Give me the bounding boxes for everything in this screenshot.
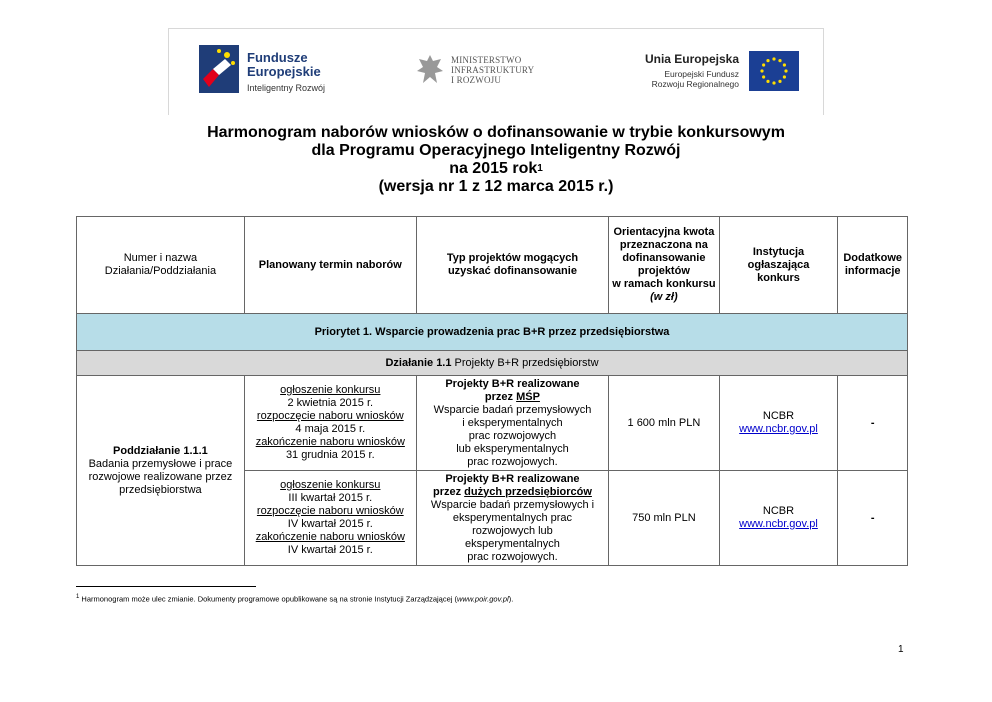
- footnote-separator: [76, 586, 256, 587]
- typ-line: rozwojowych lub: [472, 524, 553, 537]
- ncbr-link[interactable]: www.ncbr.gov.pl: [739, 518, 818, 530]
- typ-line: Wsparcie badań przemysłowych i: [430, 498, 595, 511]
- termin-label: rozpoczęcie naboru wniosków: [256, 410, 404, 422]
- termin-label: zakończenie naboru wniosków: [255, 436, 405, 448]
- footnote-text-end: ).: [508, 594, 514, 604]
- fundusze-europejskie-logo-icon: [199, 45, 239, 93]
- typ-heading-2: [485, 391, 540, 403]
- dodatkowe-cell: -: [838, 376, 908, 471]
- title-line-4: (wersja nr 1 z 12 marca 2015 r.): [378, 178, 614, 195]
- header-dodatkowe: [838, 217, 908, 314]
- eu-sub: [629, 69, 739, 89]
- eagle-emblem-icon: [415, 53, 445, 87]
- instytucja-cell: [719, 376, 838, 471]
- termin-value: IV kwartał 2015 r.: [287, 518, 373, 530]
- typ-line: prac rozwojowych.: [467, 550, 558, 563]
- typ-line: prac rozwojowych: [468, 429, 557, 442]
- typ-cell: [416, 471, 608, 566]
- header-kwota-c: dofinansowanie: [622, 252, 706, 264]
- dzialanie-number: Działanie 1.1: [385, 356, 452, 369]
- dzialanie-row: [77, 351, 908, 376]
- ncbr-link[interactable]: www.ncbr.gov.pl: [739, 423, 818, 435]
- termin-value: 31 grudnia 2015 r.: [285, 449, 375, 461]
- schedule-table: [76, 216, 908, 566]
- typ-line: lub eksperymentalnych: [456, 442, 569, 455]
- header-numer-b: Działania/Poddziałania: [104, 265, 217, 277]
- termin-label: ogłoszenie konkursu: [280, 384, 381, 396]
- poddzialanie-number: Poddziałanie 1.1.1: [113, 444, 208, 457]
- ministry-line-3: I ROZWOJU: [451, 75, 502, 85]
- kwota-cell: 1 600 mln PLN: [609, 376, 720, 471]
- instytucja-name: NCBR: [762, 410, 795, 422]
- header-inst-b: ogłaszająca: [747, 258, 810, 271]
- footnote: [76, 594, 513, 604]
- header-kwota-a: Orientacyjna kwota: [613, 226, 715, 238]
- page-number: 1: [898, 644, 904, 655]
- fe-logo-text: [247, 51, 325, 95]
- header-kwota-b: przeznaczona na: [619, 239, 708, 251]
- instytucja-cell: [719, 471, 838, 566]
- termin-label: zakończenie naboru wniosków: [255, 531, 405, 543]
- title-line-2: dla Programu Operacyjnego Inteligentny Rozwój: [311, 142, 681, 159]
- priority-label: Priorytet 1. Wsparcie prowadzenia prac B+R przez przedsiębiorstwa: [77, 314, 908, 351]
- title-line-1: Harmonogram naborów wniosków o dofinansowanie w trybie konkursowym: [207, 124, 785, 141]
- logo-strip: [168, 28, 824, 115]
- ministry-logo-text: [451, 55, 534, 85]
- header-numer-a: Numer i nazwa: [123, 252, 198, 264]
- termin-cell: [244, 471, 416, 566]
- eu-logo-text: [629, 53, 739, 89]
- header-inst-a: Instytucja: [752, 245, 805, 258]
- header-kwota-e: w ramach konkursu: [612, 278, 716, 290]
- typ-cell: [416, 376, 608, 471]
- table-header-row: [77, 217, 908, 314]
- header-dod-b: informacje: [844, 265, 901, 277]
- dzialanie-name: Projekty B+R przedsiębiorstw: [451, 356, 599, 369]
- typ-heading-prefix: przez: [484, 390, 517, 403]
- priority-row: [77, 314, 908, 351]
- termin-value: IV kwartał 2015 r.: [287, 544, 373, 556]
- header-typ-b: uzyskać dofinansowanie: [447, 265, 577, 277]
- header-numer: [77, 217, 245, 314]
- termin-label: ogłoszenie konkursu: [280, 479, 381, 491]
- table-row: [77, 376, 908, 471]
- instytucja-name: NCBR: [762, 505, 795, 517]
- fe-title-1: Fundusze: [247, 50, 308, 65]
- header-kwota: [609, 217, 720, 314]
- header-kwota-d: projektów: [637, 265, 690, 277]
- termin-cell: [244, 376, 416, 471]
- typ-heading-2: [433, 486, 592, 498]
- kwota-cell: 750 mln PLN: [609, 471, 720, 566]
- poddzialanie-name: Badania przemysłowe i prace rozwojowe realizowane przez przedsiębiorstwa: [88, 457, 233, 496]
- termin-label: rozpoczęcie naboru wniosków: [256, 505, 404, 517]
- typ-line: prac rozwojowych.: [467, 455, 558, 468]
- typ-line: i eksperymentalnych: [462, 416, 563, 429]
- title-line-3-text: na 2015 rok: [449, 160, 538, 177]
- ministry-line-2: INFRASTRUKTURY: [451, 65, 535, 75]
- fe-title-2: Europejskie: [247, 64, 321, 79]
- dzialanie-label: [77, 351, 908, 376]
- poddzialanie-cell: [77, 376, 245, 566]
- footnote-ref[interactable]: 1: [537, 163, 543, 174]
- typ-line: eksperymentalnych: [465, 537, 560, 550]
- footnote-number: 1: [76, 594, 80, 600]
- typ-heading-target: dużych przedsiębiorców: [464, 485, 592, 498]
- eu-flag-icon: [749, 51, 799, 91]
- termin-value: 4 maja 2015 r.: [295, 423, 366, 435]
- header-typ: [416, 217, 608, 314]
- termin-value: III kwartał 2015 r.: [288, 492, 373, 504]
- document-title: [0, 124, 992, 196]
- title-line-3: [0, 160, 992, 178]
- termin-value: 2 kwietnia 2015 r.: [287, 397, 374, 409]
- eu-title: Unia Europejska: [644, 52, 739, 66]
- header-dod-a: Dodatkowe: [843, 252, 903, 264]
- poir-link[interactable]: www.poir.gov.pl: [457, 594, 509, 604]
- header-termin: Planowany termin naborów: [244, 217, 416, 314]
- header-instytucja: [719, 217, 838, 314]
- ministry-line-1: MINISTERSTWO: [451, 55, 522, 65]
- header-typ-a: Typ projektów mogących: [446, 252, 579, 264]
- footnote-text: Harmonogram może ulec zmianie. Dokumenty programowe opublikowane są na stronie Instytucji Zarządzającej (: [79, 594, 458, 604]
- header-inst-c: konkurs: [757, 271, 800, 284]
- typ-heading: Projekty B+R realizowane: [445, 377, 580, 390]
- typ-heading-prefix: przez: [432, 485, 465, 498]
- fe-sub: Inteligentny Rozwój: [247, 83, 326, 93]
- eu-sub-2: Rozwoju Regionalnego: [651, 79, 739, 89]
- eu-sub-1: Europejski Fundusz: [664, 69, 739, 79]
- dodatkowe-cell: -: [838, 471, 908, 566]
- typ-heading: Projekty B+R realizowane: [445, 472, 580, 485]
- header-kwota-f: (w zł): [650, 291, 678, 303]
- typ-line: Wsparcie badań przemysłowych: [433, 403, 592, 416]
- typ-heading-target: MŚP: [516, 390, 540, 403]
- typ-line: eksperymentalnych prac: [452, 511, 573, 524]
